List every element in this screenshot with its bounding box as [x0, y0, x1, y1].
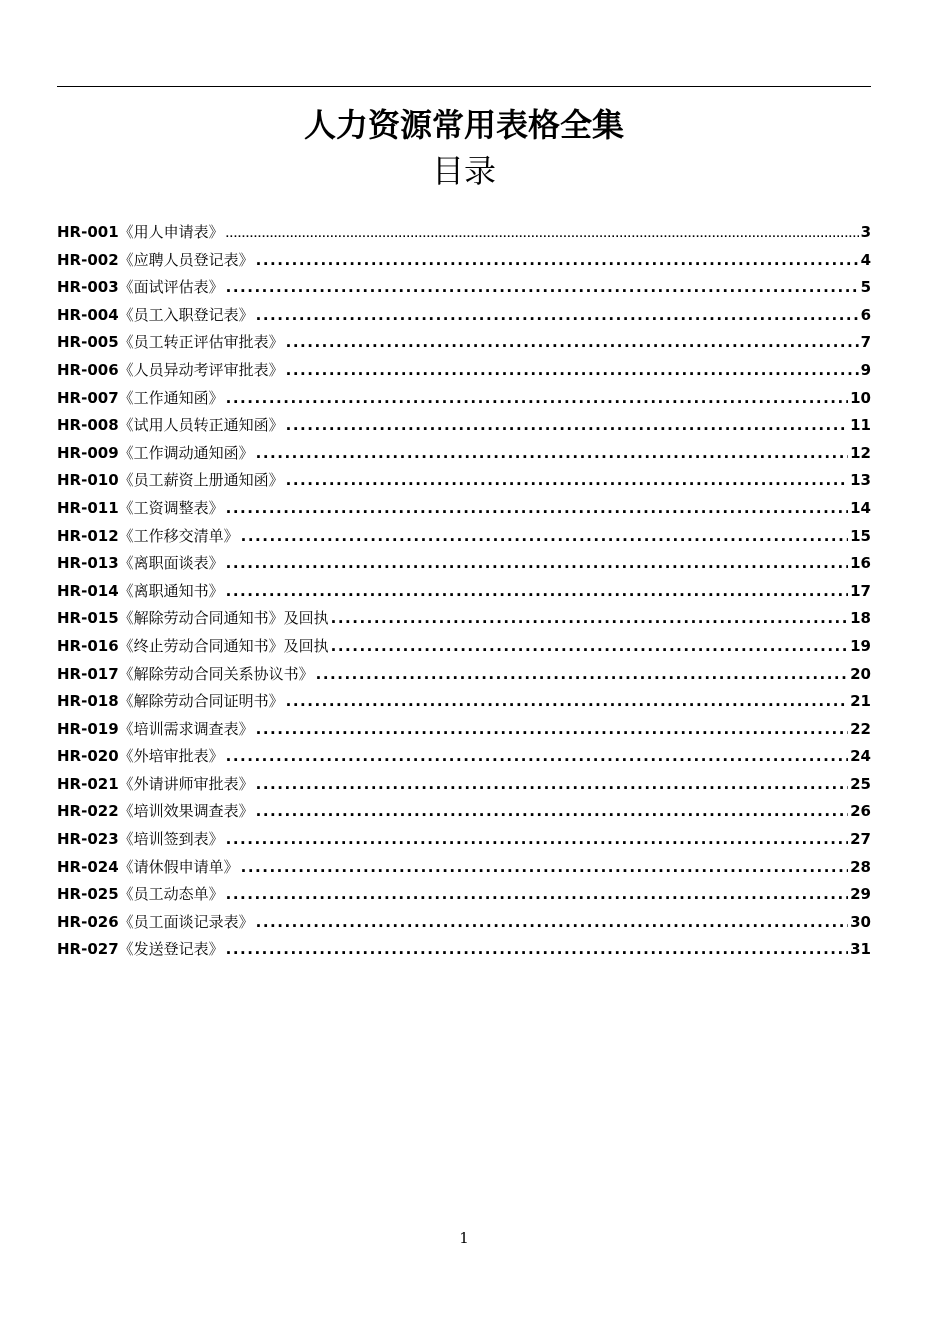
toc-entry-title: 《员工薪资上册通知函》 — [118, 471, 284, 490]
toc-entry[interactable] — [57, 883, 871, 911]
toc-entry-title: 《培训效果调查表》 — [118, 802, 254, 821]
toc-entry-page: 9 — [860, 360, 871, 379]
toc-entry[interactable] — [57, 635, 871, 663]
toc-dot-leader — [226, 582, 848, 600]
toc-entry[interactable] — [57, 304, 871, 332]
toc-entry-page: 26 — [850, 802, 871, 821]
toc-entry-page: 14 — [850, 498, 871, 517]
toc-entry-page: 28 — [850, 857, 871, 876]
toc-entry[interactable] — [57, 800, 871, 828]
toc-entry-title: 《员工面谈记录表》 — [118, 912, 254, 931]
toc-entry[interactable] — [57, 497, 871, 525]
toc-entry-title: 《员工入职登记表》 — [118, 305, 254, 324]
toc-entry-code: HR-021 — [57, 774, 119, 793]
toc-entry-page: 16 — [850, 554, 871, 573]
toc-entry-code: HR-019 — [57, 719, 119, 738]
toc-entry-code: HR-014 — [57, 581, 119, 600]
toc-entry-page: 20 — [850, 664, 871, 683]
toc-dot-leader — [286, 333, 859, 351]
toc-entry-code: HR-024 — [57, 857, 119, 876]
toc-entry-code: HR-006 — [57, 360, 119, 379]
toc-entry-code: HR-027 — [57, 940, 119, 959]
toc-dot-leader — [331, 637, 848, 655]
toc-entry[interactable] — [57, 938, 871, 966]
toc-entry-page: 6 — [860, 305, 871, 324]
toc-dot-leader — [226, 389, 848, 407]
toc-entry-page: 31 — [850, 940, 871, 959]
toc-entry[interactable] — [57, 469, 871, 497]
toc-entry-code: HR-022 — [57, 802, 119, 821]
toc-entry[interactable] — [57, 773, 871, 801]
toc-dot-leader — [316, 665, 848, 683]
toc-entry[interactable] — [57, 387, 871, 415]
toc-dot-leader — [226, 940, 848, 958]
document-title: 人力资源常用表格全集 — [303, 106, 624, 144]
toc-entry-code: HR-012 — [57, 526, 119, 545]
toc-entry-page: 12 — [850, 443, 871, 462]
toc-dot-leader — [286, 692, 848, 710]
toc-entry-page: 22 — [850, 719, 871, 738]
toc-entry-title: 《员工动态单》 — [118, 885, 224, 904]
toc-entry-title: 《解除劳动合同关系协议书》 — [118, 664, 314, 683]
toc-entry-page: 10 — [850, 388, 871, 407]
toc-dot-leader — [241, 858, 848, 876]
toc-entry-title: 《请休假申请单》 — [118, 857, 239, 876]
toc-entry-code: HR-017 — [57, 664, 119, 683]
toc-entry-title: 《工作通知函》 — [118, 388, 224, 407]
toc-entry-page: 18 — [850, 609, 871, 628]
toc-entry-page: 4 — [860, 250, 871, 269]
toc-dot-leader — [226, 885, 848, 903]
toc-entry-title: 《外请讲师审批表》 — [118, 774, 254, 793]
toc-dot-leader — [331, 609, 848, 627]
toc-entry-title: 《终止劳动合同通知书》及回执 — [118, 636, 329, 655]
toc-entry-page: 17 — [850, 581, 871, 600]
toc-entry-code: HR-007 — [57, 388, 119, 407]
toc-entry-title: 《人员异动考评审批表》 — [118, 360, 284, 379]
toc-entry[interactable] — [57, 359, 871, 387]
toc-dot-leader — [226, 278, 859, 296]
toc-dot-leader — [256, 775, 848, 793]
toc-entry[interactable] — [57, 552, 871, 580]
toc-entry-code: HR-008 — [57, 416, 119, 435]
toc-entry-title: 《发送登记表》 — [118, 940, 224, 959]
toc-entry-code: HR-010 — [57, 471, 119, 490]
toc-entry[interactable] — [57, 690, 871, 718]
toc-entry-code: HR-018 — [57, 692, 119, 711]
toc-dot-leader — [226, 830, 848, 848]
toc-dot-leader — [256, 913, 848, 931]
toc-entry-page: 27 — [850, 830, 871, 849]
toc-entry[interactable] — [57, 442, 871, 470]
table-of-contents — [57, 221, 871, 966]
toc-entry-title: 《解除劳动合同证明书》 — [118, 692, 284, 711]
toc-entry-page: 30 — [850, 912, 871, 931]
toc-dot-leader — [256, 251, 859, 269]
toc-entry-title: 《面试评估表》 — [118, 278, 224, 297]
header-rule — [57, 86, 871, 87]
toc-dot-leader — [286, 416, 848, 434]
toc-entry-page: 11 — [850, 416, 871, 435]
toc-dot-leader — [226, 747, 848, 765]
toc-heading: 目录 — [431, 152, 496, 190]
toc-entry-title: 《离职面谈表》 — [118, 554, 224, 573]
toc-entry-title: 《解除劳动合同通知书》及回执 — [118, 609, 329, 628]
toc-dot-leader — [226, 230, 859, 240]
toc-entry-title: 《应聘人员登记表》 — [118, 250, 254, 269]
toc-entry[interactable] — [57, 718, 871, 746]
toc-entry-page: 3 — [860, 223, 871, 241]
toc-entry-title: 《外培审批表》 — [118, 747, 224, 766]
toc-entry-code: HR-011 — [57, 498, 119, 517]
toc-entry[interactable] — [57, 828, 871, 856]
toc-entry-page: 19 — [850, 636, 871, 655]
toc-entry-code: HR-002 — [57, 250, 119, 269]
toc-entry-title: 《工作调动通知函》 — [118, 443, 254, 462]
toc-entry-page: 21 — [850, 692, 871, 711]
page-number: 1 — [459, 1229, 469, 1247]
toc-dot-leader — [226, 554, 848, 572]
toc-dot-leader — [226, 499, 848, 517]
toc-entry[interactable] — [57, 221, 871, 249]
toc-dot-leader — [256, 720, 848, 738]
toc-entry[interactable] — [57, 607, 871, 635]
toc-entry[interactable] — [57, 663, 871, 691]
toc-entry-title: 《试用人员转正通知函》 — [118, 416, 284, 435]
toc-entry[interactable] — [57, 414, 871, 442]
toc-entry-code: HR-015 — [57, 609, 119, 628]
toc-entry-page: 7 — [860, 333, 871, 352]
toc-entry-code: HR-009 — [57, 443, 119, 462]
toc-entry-title: 《工资调整表》 — [118, 498, 224, 517]
toc-entry-code: HR-004 — [57, 305, 119, 324]
toc-entry[interactable] — [57, 911, 871, 939]
toc-entry-title: 《离职通知书》 — [118, 581, 224, 600]
toc-entry[interactable] — [57, 856, 871, 884]
toc-entry-page: 5 — [860, 278, 871, 297]
toc-entry-code: HR-013 — [57, 554, 119, 573]
toc-entry-page: 24 — [850, 747, 871, 766]
toc-entry-code: HR-020 — [57, 747, 119, 766]
toc-dot-leader — [256, 802, 848, 820]
toc-entry-code: HR-016 — [57, 636, 119, 655]
toc-dot-leader — [286, 471, 848, 489]
toc-entry-page: 15 — [850, 526, 871, 545]
toc-entry-title: 《用人申请表》 — [118, 223, 224, 241]
toc-entry[interactable] — [57, 580, 871, 608]
toc-entry-title: 《员工转正评估审批表》 — [118, 333, 284, 352]
toc-entry-code: HR-001 — [57, 223, 119, 241]
toc-entry[interactable] — [57, 525, 871, 553]
toc-entry-title: 《工作移交清单》 — [118, 526, 239, 545]
toc-dot-leader — [286, 361, 859, 379]
toc-entry-code: HR-025 — [57, 885, 119, 904]
toc-entry[interactable] — [57, 331, 871, 359]
toc-entry-code: HR-003 — [57, 278, 119, 297]
toc-entry[interactable] — [57, 276, 871, 304]
toc-dot-leader — [241, 527, 848, 545]
toc-entry-page: 29 — [850, 885, 871, 904]
toc-entry-page: 13 — [850, 471, 871, 490]
toc-dot-leader — [256, 306, 859, 324]
toc-entry[interactable] — [57, 249, 871, 277]
toc-entry[interactable] — [57, 745, 871, 773]
toc-entry-code: HR-023 — [57, 830, 119, 849]
toc-entry-title: 《培训签到表》 — [118, 830, 224, 849]
toc-entry-code: HR-026 — [57, 912, 119, 931]
toc-entry-page: 25 — [850, 774, 871, 793]
toc-dot-leader — [256, 444, 848, 462]
toc-entry-code: HR-005 — [57, 333, 119, 352]
toc-entry-title: 《培训需求调查表》 — [118, 719, 254, 738]
